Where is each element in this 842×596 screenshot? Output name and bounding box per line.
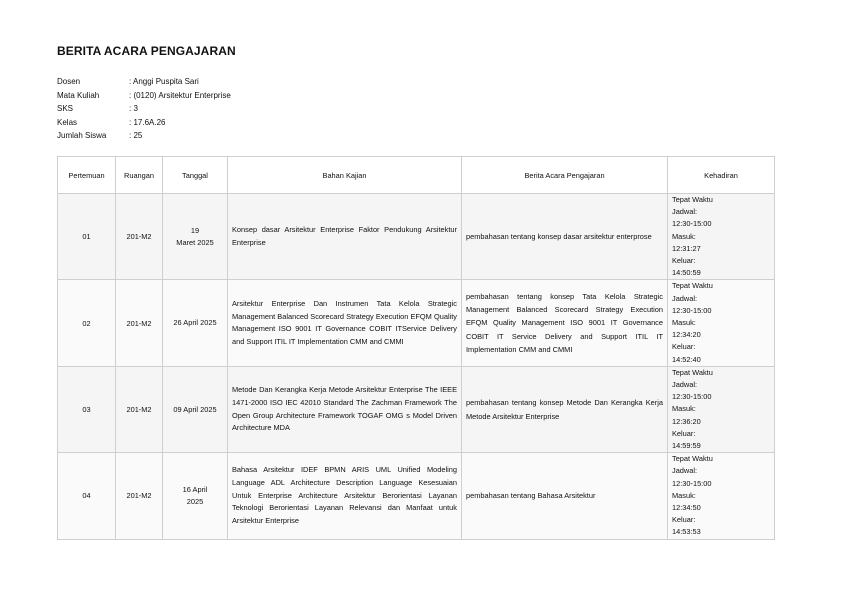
header-pertemuan: Pertemuan xyxy=(58,157,116,194)
cell-pertemuan: 01 xyxy=(58,194,116,280)
info-label: Mata Kuliah xyxy=(57,90,100,100)
table-row xyxy=(58,453,775,539)
info-row-sks xyxy=(57,102,231,116)
cell-bahan-kajian: Konsep dasar Arsitektur Enterprise Faktor Pendukung Arsitektur Enterprise xyxy=(228,194,462,280)
cell-kehadiran: Tepat Waktu Jadwal: 12:30-15:00 Masuk: 12:34:50 Keluar: 14:53:53 xyxy=(668,453,775,539)
info-value: : (0120) Arsitektur Enterprise xyxy=(129,90,231,100)
cell-berita-acara: pembahasan tentang konsep Metode Dan Kerangka Kerja Metode Arsitektur Enterprise xyxy=(462,366,668,452)
cell-tanggal: 16 April 2025 xyxy=(163,453,228,539)
cell-tanggal: 26 April 2025 xyxy=(163,280,228,366)
cell-bahan-kajian: Arsitektur Enterprise Dan Instrumen Tata Kelola Strategic Management Balanced Scorecard Strategy Execution EFQM Quality Management ISO 9001 IT Governance COBIT ITService Delivery and Support ITIL IT Implementation CMM and CMMI xyxy=(228,280,462,366)
cell-berita-acara: pembahasan tentang Bahasa Arsitektur xyxy=(462,453,668,539)
cell-kehadiran: Tepat Waktu Jadwal: 12:30-15:00 Masuk: 12:34:20 Keluar: 14:52:40 xyxy=(668,280,775,366)
cell-tanggal: 19 Maret 2025 xyxy=(163,194,228,280)
cell-tanggal: 09 April 2025 xyxy=(163,366,228,452)
header-berita-acara: Berita Acara Pengajaran xyxy=(462,157,668,194)
cell-ruangan: 201-M2 xyxy=(116,194,163,280)
cell-kehadiran: Tepat Waktu Jadwal: 12:30-15:00 Masuk: 12:36:20 Keluar: 14:59:59 xyxy=(668,366,775,452)
header-bahan-kajian: Bahan Kajian xyxy=(228,157,462,194)
cell-pertemuan: 04 xyxy=(58,453,116,539)
cell-bahan-kajian: Bahasa Arsitektur IDEF BPMN ARIS UML Unified Modeling Language ADL Architecture Description Language Kesesuaian Untuk Enterprise Architecture Arsitektur Berorientasi Layanan Teknologi Berorientasi Layanan Relevansi dan Manfaat untuk Arsitektur Enterprise xyxy=(228,453,462,539)
header-tanggal: Tanggal xyxy=(163,157,228,194)
table-header-row xyxy=(58,157,775,194)
cell-ruangan: 201-M2 xyxy=(116,280,163,366)
info-value: : 17.6A.26 xyxy=(129,117,166,127)
table-row xyxy=(58,280,775,366)
info-row-dosen xyxy=(57,75,231,89)
info-row-kelas xyxy=(57,116,231,130)
info-label: Jumlah Siswa xyxy=(57,131,107,141)
info-row-jumlah-siswa xyxy=(57,129,231,143)
cell-pertemuan: 03 xyxy=(58,366,116,452)
attendance-table xyxy=(57,156,775,540)
header-ruangan: Ruangan xyxy=(116,157,163,194)
info-value: : 3 xyxy=(129,104,138,114)
cell-pertemuan: 02 xyxy=(58,280,116,366)
course-info xyxy=(57,75,231,143)
info-value: : Anggi Puspita Sari xyxy=(129,77,199,86)
document-title: BERITA ACARA PENGAJARAN xyxy=(57,44,236,58)
info-label: Kelas xyxy=(57,117,78,127)
info-value: : 25 xyxy=(129,131,143,141)
info-row-mata-kuliah xyxy=(57,89,231,103)
cell-ruangan: 201-M2 xyxy=(116,453,163,539)
table-row xyxy=(58,194,775,280)
header-kehadiran: Kehadiran xyxy=(668,157,775,194)
cell-berita-acara: pembahasan tentang konsep dasar arsitektur enterprose xyxy=(462,194,668,280)
info-label: SKS xyxy=(57,104,74,114)
cell-berita-acara: pembahasan tentang konsep Tata Kelola Strategic Management Balanced Scorecard Strategy Execution EFQM Quality Management ISO 9001 IT Governance COBIT IT Service Delivery and Support ITIL IT Implementation CMM and CMMI xyxy=(462,280,668,366)
cell-kehadiran: Tepat Waktu Jadwal: 12:30-15:00 Masuk: 12:31:27 Keluar: 14:50:59 xyxy=(668,194,775,280)
info-label: Dosen xyxy=(57,77,81,86)
cell-bahan-kajian: Metode Dan Kerangka Kerja Metode Arsitektur Enterprise The IEEE 1471-2000 ISO IEC 42010 Standard The Zachman Framework The Open Group Architecture Framework TOGAF OMG s Model Driven Architecture MDA xyxy=(228,366,462,452)
table-row xyxy=(58,366,775,452)
cell-ruangan: 201-M2 xyxy=(116,366,163,452)
